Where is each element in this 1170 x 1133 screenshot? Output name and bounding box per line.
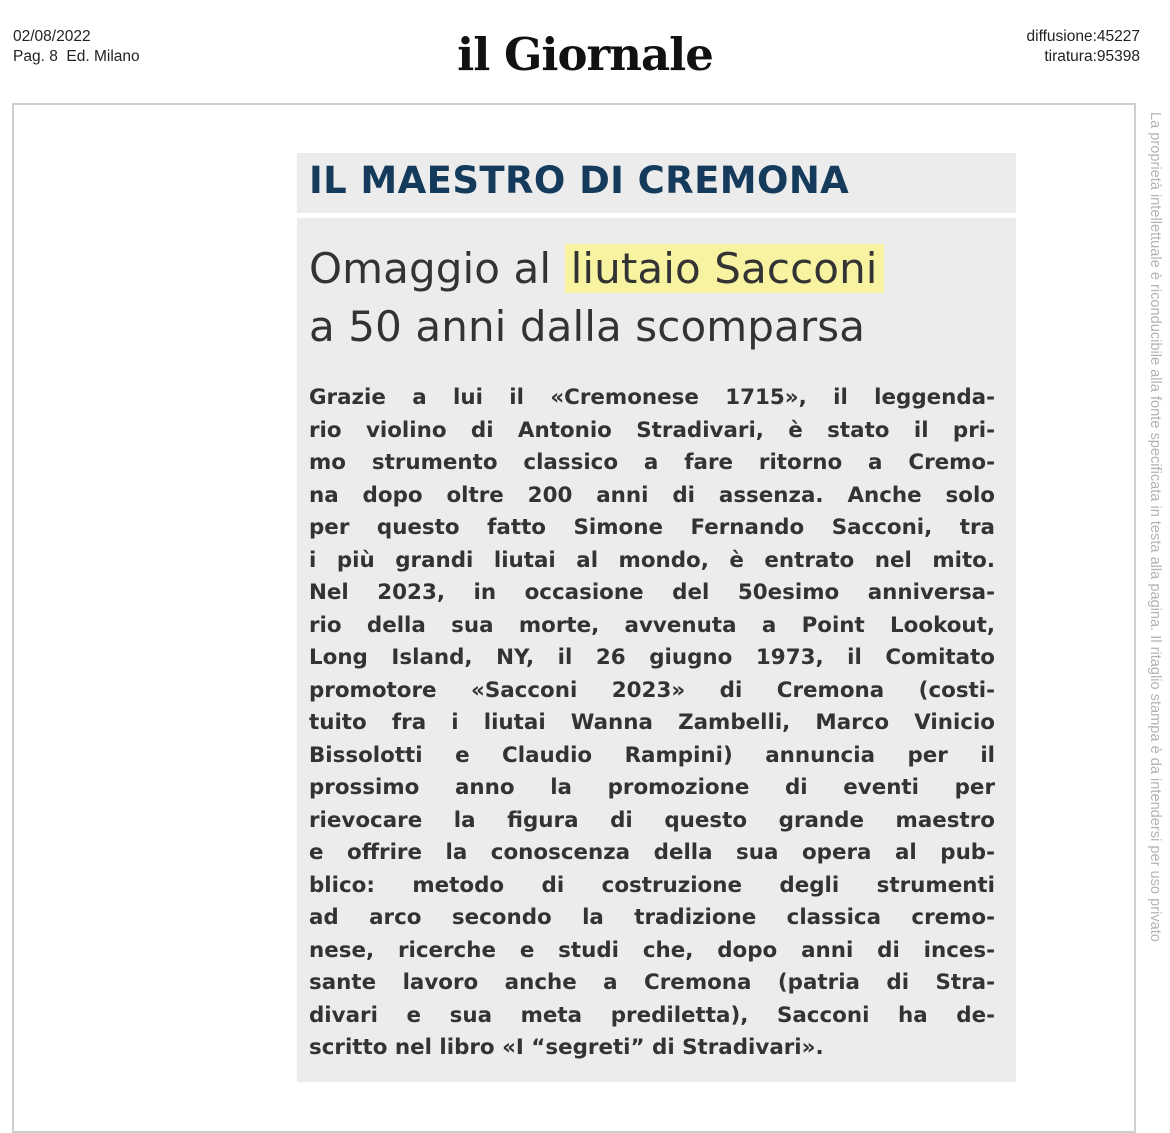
- body-line: divari e sua meta prediletta), Sacconi ha de-: [309, 1002, 995, 1028]
- body-line: prossimo anno la promozione di eventi per: [309, 775, 995, 800]
- body-line: rievocare la figura di questo grande maestro: [309, 807, 995, 833]
- newspaper-masthead: il Giornale: [457, 28, 713, 81]
- body-line: i più grandi liutai al mondo, è entrato nel mito.: [309, 547, 995, 573]
- article-body: [309, 382, 999, 1065]
- headline-line-1: [309, 240, 884, 298]
- body-line: tuito fra i liutai Wanna Zambelli, Marco Vinicio: [309, 710, 995, 735]
- headline-highlight: liutaio Sacconi: [565, 244, 884, 293]
- body-line: ad arco secondo la tradizione classica cremo-: [309, 905, 995, 930]
- article-headline: [309, 240, 884, 356]
- body-line: promotore «Sacconi 2023» di Cremona (costi-: [309, 677, 995, 703]
- body-line: e offrire la conoscenza della sua opera al pub-: [309, 840, 995, 865]
- diffusione-count: diffusione:45227: [1026, 28, 1140, 45]
- clipping-meta-right: [1027, 27, 1140, 67]
- headline-text: Omaggio al: [309, 244, 565, 293]
- body-line: rio violino di Antonio Stradivari, è stato il pri-: [309, 417, 995, 443]
- body-line: Grazie a lui il «Cremonese 1715», il leggenda-: [309, 385, 995, 410]
- body-line: Long Island, NY, il 26 giugno 1973, il Comitato: [309, 645, 995, 670]
- kicker-banner: [297, 153, 1016, 213]
- body-line: nese, ricerche e studi che, dopo anni di inces-: [309, 937, 995, 963]
- body-line: blico: metodo di costruzione degli strumenti: [309, 872, 995, 898]
- body-line: Nel 2023, in occasione del 50esimo anniversa-: [309, 580, 995, 605]
- body-line: scritto nel libro «I “segreti” di Stradivari».: [309, 1035, 824, 1060]
- tiratura-count: tiratura:95398: [1044, 48, 1140, 65]
- page-edition: Pag. 8 Ed. Milano: [13, 48, 140, 65]
- body-line: per questo fatto Simone Fernando Sacconi, tra: [309, 515, 995, 540]
- copyright-side-notice: [1145, 112, 1165, 1062]
- body-line: na dopo oltre 200 anni di assenza. Anche solo: [309, 482, 995, 508]
- body-line: Bissolotti e Claudio Rampini) annuncia per il: [309, 742, 995, 768]
- body-line: rio della sua morte, avvenuta a Point Lookout,: [309, 612, 995, 638]
- copyright-notice-text: La proprietà intellettuale è riconducibile alla fonte specificata in testa alla pagina. Il ritaglio stampa è da intendersi per uso privato: [1147, 112, 1163, 942]
- body-line: sante lavoro anche a Cremona (patria di Stra-: [309, 970, 995, 995]
- body-line: mo strumento classico a fare ritorno a Cremo-: [309, 450, 995, 475]
- headline-line-2: a 50 anni dalla scomparsa: [309, 302, 866, 351]
- article-box: [297, 218, 1016, 1082]
- article-kicker: IL MAESTRO DI CREMONA: [309, 159, 850, 202]
- publication-date: 02/08/2022: [13, 28, 91, 45]
